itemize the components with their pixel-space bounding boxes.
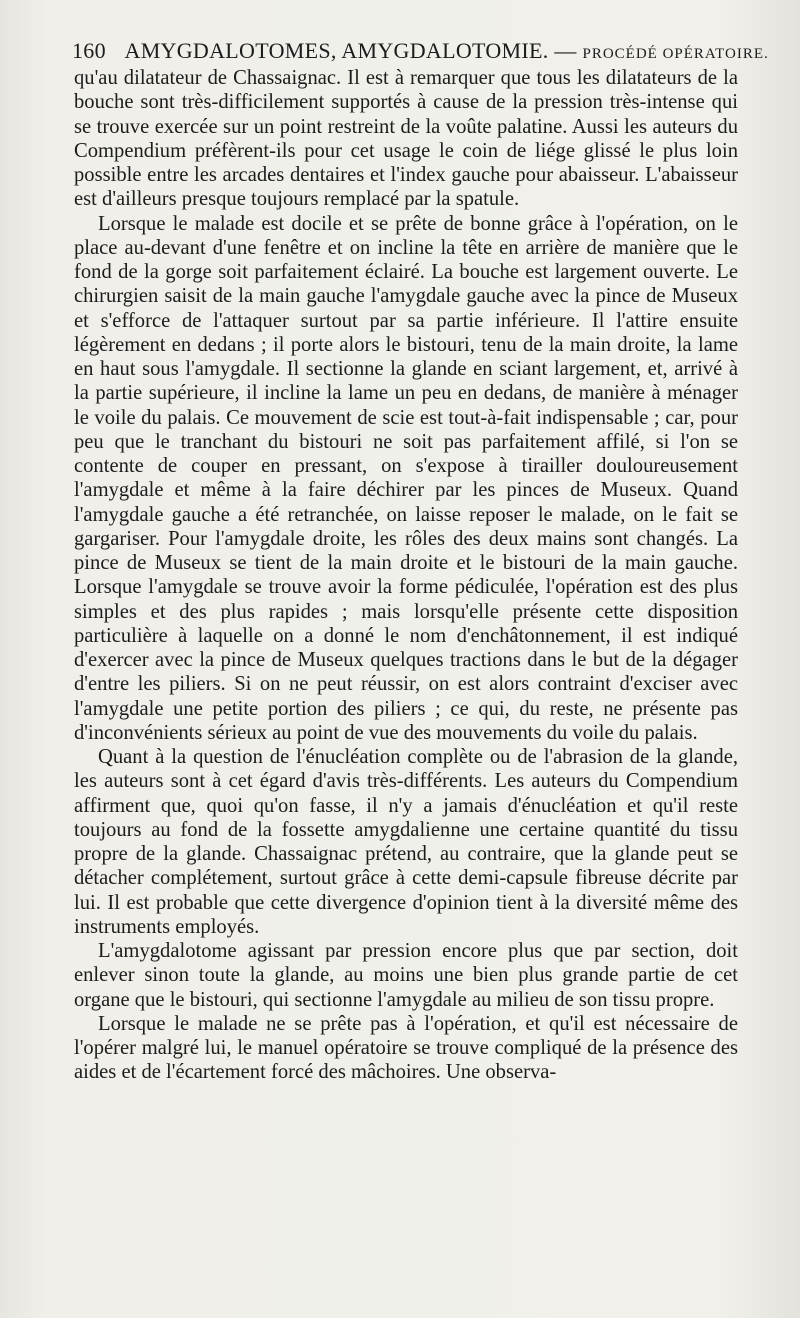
paragraph-5: Lorsque le malade ne se prête pas à l'opération, et qu'il est nécessaire de l'opérer malgré lui, le manuel opératoire se trouve compliqué de la présence des aides et de l'écartement forcé des mâchoires. Une observa- [74,1012,738,1084]
header-title: AMYGDALOTOMES, AMYGDALOTOMIE. [124,38,549,63]
paragraph-1: qu'au dilatateur de Chassaignac. Il est à remarquer que tous les dilatateurs de la bouche sont très-difficilement supportés à cause de la pression très-intense qui se trouve exercée sur un point restreint de la voûte palatine. Aussi les auteurs du Compendium préfèrent-ils pour cet usage le coin de liége glissé le plus loin possible entre les arcades dentaires et l'index gauche pour abaisseur. L'abaisseur est d'ailleurs presque toujours remplacé par la spatule. [74,67,738,211]
paragraph-3: Quant à la question de l'énucléation complète ou de l'abrasion de la glande, les auteurs sont à cet égard d'avis très-différents. Les auteurs du Compendium affirment que, quoi qu'on fasse, il n'y a jamais d'énucléation et qu'il reste toujours au fond de la fossette amygdalienne une certaine quantité du tissu propre de la glande. Chassaignac prétend, au contraire, que la glande peut se détacher complétement, surtout grâce à cette demi-capsule fibreuse décrite par lui. Il est probable que cette divergence d'opinion tient à la diversité même des instruments employés. [74,746,738,938]
running-header [72,38,769,64]
page-body [74,66,738,1085]
page-number: 160 [72,38,106,63]
header-section: PROCÉDÉ OPÉRATOIRE. [582,46,769,62]
paragraph-4: L'amygdalotome agissant par pression encore plus que par section, doit enlever sinon toute la glande, au moins une bien plus grande partie de cet organe que le bistouri, qui sectionne l'amygdale au milieu de son tissu propre. [74,940,738,1011]
paragraph-2: Lorsque le malade est docile et se prête de bonne grâce à l'opération, on le place au-devant d'une fenêtre et on incline la tête en arrière de manière que le fond de la gorge soit parfaitement éclairé. La bouche est largement ouverte. Le chirurgien saisit de la main gauche l'amygdale gauche avec la pince de Museux et s'efforce de l'attaquer surtout par sa partie inférieure. Il l'attire ensuite légèrement en dedans ; il porte alors le bistouri, tenu de la main droite, la lame en haut sous l'amygdale. Il sectionne la glande en sciant largement, et, arrivé à la partie supérieure, il incline la lame un peu en dedans, de manière à ménager le voile du palais. Ce mouvement de scie est tout-à-fait indispensable ; car, pour peu que le tranchant du bistouri ne soit pas parfaitement affilé, si l'on se contente de couper en pressant, on s'expose à tirailler douloureusement l'amygdale et même à la faire déchirer par les pinces de Museux. Quand l'amygdale gauche a été retranchée, on laisse reposer le malade, on le fait se gargariser. Pour l'amygdale droite, les rôles des deux mains sont changés. La pince de Museux se tient de la main droite et le bistouri de la main gauche. Lorsque l'amygdale se trouve avoir la forme pédiculée, l'opération est des plus simples et des plus rapides ; mais lorsqu'elle présente cette disposition particulière à laquelle on a donné le nom d'enchâtonnement, il est indiqué d'exercer avec la pince de Museux quelques tractions dans le but de la dégager d'entre les piliers. Si on ne peut réussir, on est alors contraint d'exciser avec l'amygdale une petite portion des piliers ; ce qui, du reste, ne présente pas d'inconvénients sérieux au point de vue des mouvements du voile du palais. [74,212,738,744]
header-dash: — [554,38,577,63]
